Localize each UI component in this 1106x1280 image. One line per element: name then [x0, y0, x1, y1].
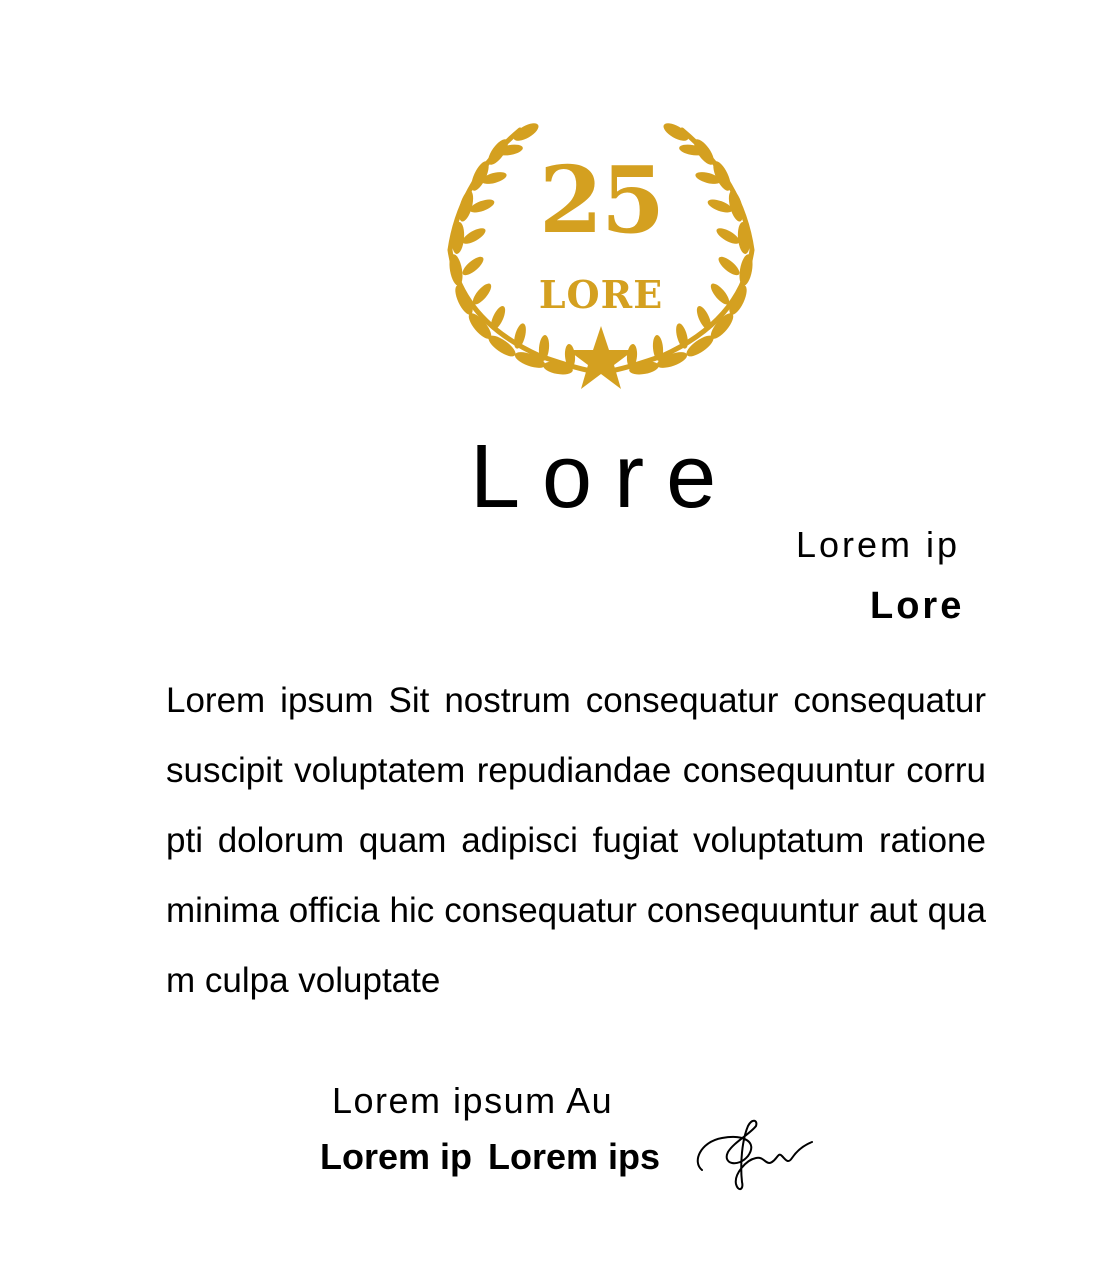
author-name-1: Lorem ip: [320, 1136, 473, 1177]
signature-icon: [692, 1112, 816, 1194]
subtitle: Lorem ip: [796, 524, 961, 565]
subtitle-secondary: Lore: [870, 585, 965, 627]
emblem-label: LORE: [538, 272, 664, 317]
body-paragraph: Lorem ipsum Sit nostrum consequatur consequatur suscipit voluptatem repudiandae consequuntur corrupti dolorum quam adipisci fugiat voluptatum ratione minima officia hic consequatur consequuntur aut quam culpa voluptate: [166, 681, 986, 1000]
author-name-2: Lorem ips: [488, 1136, 661, 1177]
star-icon: [568, 326, 634, 389]
signature-names: [320, 1136, 660, 1178]
anniversary-emblem: [440, 120, 762, 390]
emblem-number: 25: [538, 146, 664, 254]
page-title: Lore: [470, 427, 739, 527]
author-line: Lorem ipsum Au: [332, 1080, 614, 1121]
